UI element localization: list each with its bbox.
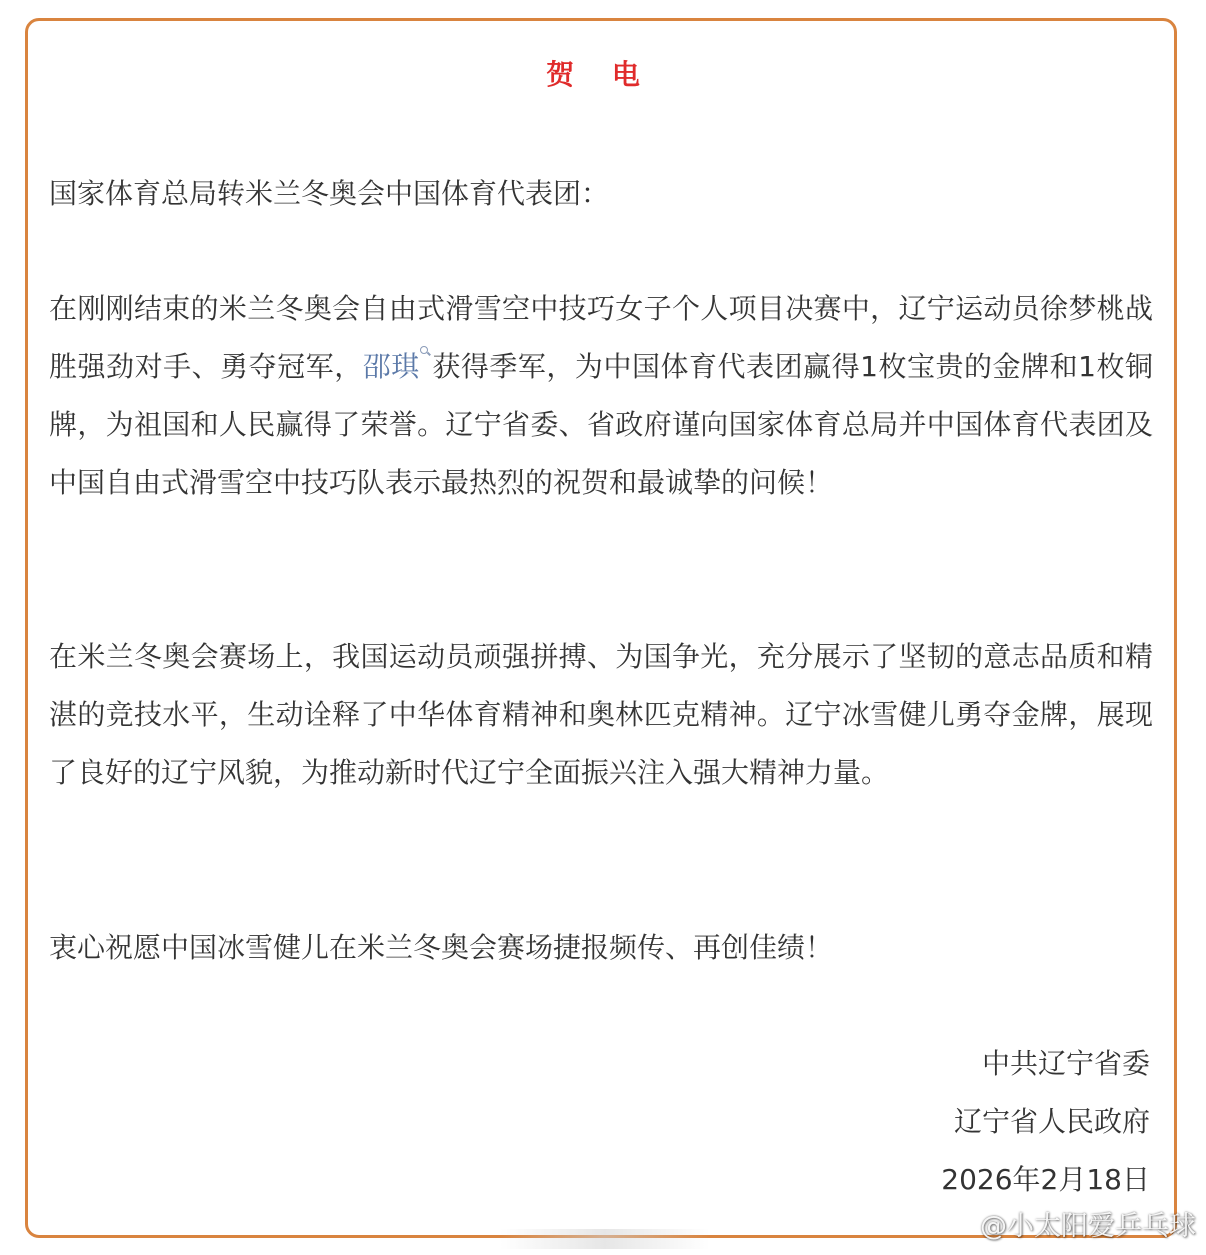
paragraph-1-text-start: 在刚刚结束的米兰冬奥会自由式滑雪空中技巧女子个人项目决赛中，辽宁运动员徐梦桃战胜强劲对手、勇夺冠军，: [49, 292, 1153, 383]
paragraph-3: 衷心祝愿中国冰雪健儿在米兰冬奥会赛场捷报频传、再创佳绩！: [49, 931, 834, 964]
signature-government: 辽宁省人民政府: [953, 1105, 1150, 1138]
paragraph-1: [49, 280, 1153, 512]
paragraph-1-text-end: 获得季军，为中国体育代表团赢得1枚宝贵的金牌和1枚铜牌，为祖国和人民赢得了荣誉。辽宁省委、省政府谨向国家体育总局并中国体育代表团及中国自由式滑雪空中技巧队表示最热烈的祝贺和最诚挚的问候！: [49, 350, 1153, 499]
paragraph-2: 在米兰冬奥会赛场上，我国运动员顽强拼搏、为国争光，充分展示了坚韧的意志品质和精湛的竞技水平，生动诠释了中华体育精神和奥林匹克精神。辽宁冰雪健儿勇夺金牌，展现了良好的辽宁风貌，为推动新时代辽宁全面振兴注入强大精神力量。: [49, 640, 1153, 789]
document-title: 贺 电: [546, 58, 654, 91]
athlete-search-link[interactable]: [363, 350, 432, 383]
athlete-name[interactable]: 邵琪: [362, 350, 420, 383]
watermark: [944, 1204, 1196, 1243]
blurred-stamp: [500, 1229, 710, 1249]
search-icon[interactable]: [420, 346, 430, 356]
signature-party-committee: 中共辽宁省委: [981, 1047, 1150, 1080]
signature-block: [941, 1035, 1150, 1209]
watermark-text: @小太阳爱乒乓球: [980, 1211, 1196, 1242]
salutation: 国家体育总局转米兰冬奥会中国体育代表团：: [49, 177, 610, 210]
weibo-icon: [944, 1213, 974, 1235]
signature-date: 2026年2月18日: [941, 1163, 1150, 1196]
